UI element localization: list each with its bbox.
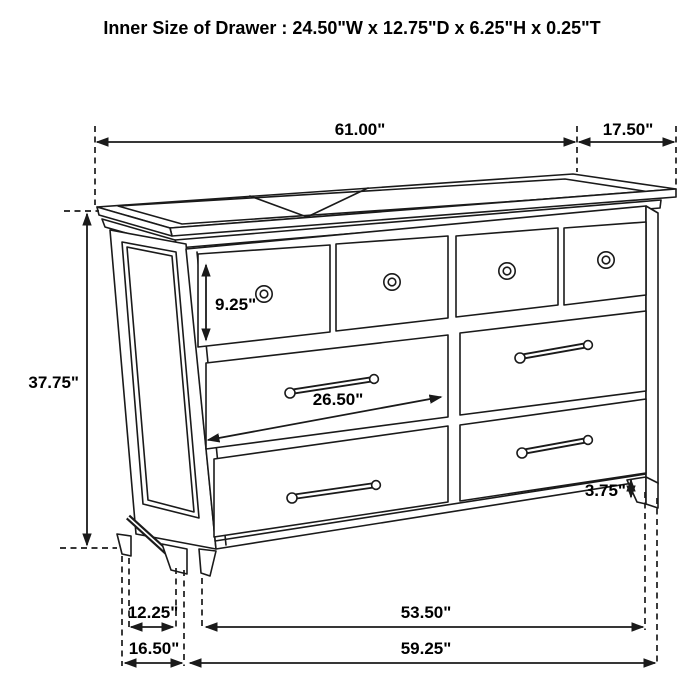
page-title: Inner Size of Drawer : 24.50"W x 12.75"D x 6.25"H x 0.25"T [103,18,601,38]
handle-post [584,436,593,445]
knob-icon-center [602,256,610,264]
front-right-leg [627,477,646,504]
dimension-leg-height [585,480,631,500]
knob-icon-center [388,278,396,286]
dimension-label: 59.25" [400,639,452,658]
side-front-leg [162,544,187,574]
handle-post [515,353,525,363]
front-left-leg [199,549,216,576]
handle-post [287,493,297,503]
right-side-sliver [646,206,658,484]
handle-post [285,388,295,398]
handle-post [584,341,593,350]
back-left-leg [117,534,131,556]
dimension-label: 3.75" [584,481,626,500]
dimension-label: 26.50" [312,390,364,409]
dimension-overall-height [28,211,117,548]
dimension-side-leg-spacing [128,603,179,627]
dimension-base-width [190,639,655,663]
knob-icon-center [260,290,268,298]
dimension-label: 53.50" [400,603,452,622]
dimension-front-leg-spacing [206,603,643,627]
knob-icon-center [503,267,511,275]
dimension-label: 16.50" [128,639,180,658]
dresser-illustration [97,174,676,576]
dimension-label: 17.50" [602,120,654,139]
handle-post [372,481,381,490]
dimension-label: 61.00" [334,120,386,139]
dimension-label: 9.25" [215,295,257,314]
dimension-label: 12.25" [127,603,179,622]
dimension-side-base-depth [125,639,182,663]
handle-post [370,375,379,384]
dimension-label: 37.75" [28,373,79,392]
handle-post [517,448,527,458]
